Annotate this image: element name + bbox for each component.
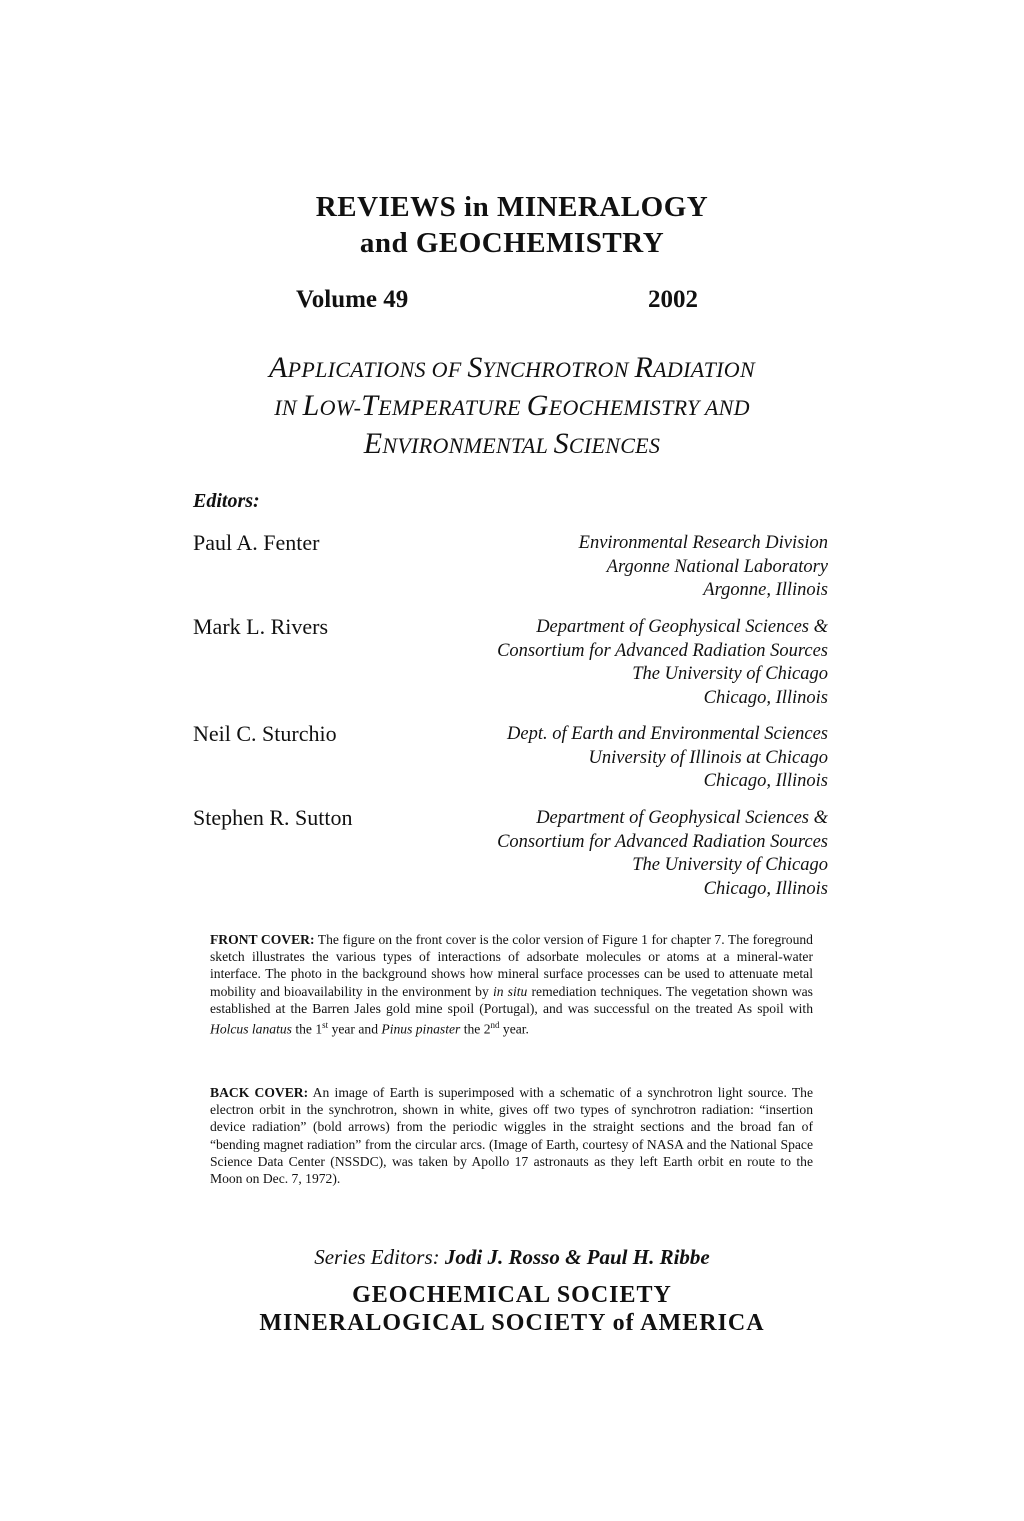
editor-affiliation-sutton: Department of Geophysical Sciences & Consortium for Advanced Radiation Sources The University of Chicago Chicago, Illinois [497,808,828,899]
editor-name-sturchio: Neil C. Sturchio [193,721,337,746]
front-cover-label: FRONT COVER: [210,932,315,947]
editor-affiliation-fenter: Environmental Research Division Argonne National Laboratory Argonne, Illinois [578,533,828,600]
editor-affiliation-rivers: Department of Geophysical Sciences & Consortium for Advanced Radiation Sources The University of Chicago Chicago, Illinois [497,617,828,708]
editor-name-rivers: Mark L. Rivers [193,614,329,639]
book-title-line-1: APPLICATIONS OF SYNCHROTRON RADIATION [269,351,755,384]
series-editors: Series Editors: Jodi J. Rosso & Paul H. Ribbe [314,1245,710,1269]
editor-name-fenter: Paul A. Fenter [193,530,320,555]
book-title-line-3: ENVIRONMENTAL SCIENCES [363,427,661,460]
editor-affiliation-sturchio: Dept. of Earth and Environmental Sciences University of Illinois at Chicago Chicago, Illinois [507,724,828,791]
book-title-line-2: IN LOW-TEMPERATURE GEOCHEMISTRY AND [274,389,750,422]
back-cover-note: BACK COVER: An image of Earth is superimposed with a schematic of a synchrotron light source. The electron orbit in the synchrotron, shown in white, gives off two types of synchrotron radiation: “insertion device radiation” (bold arrows) from the periodic wiggles in the straight sections and the broad fan of “bending magnet radiation” from the circular arcs. (Image of Earth, courtesy of NASA and the National Space Science Data Center (NSSDC), was taken by Apollo 17 astronauts as they left Earth orbit en route to the Moon on Dec. 7, 1972). [210,1085,813,1187]
series-title-line-1: REVIEWS in MINERALOGY [315,191,709,223]
society-geochemical: GEOCHEMICAL SOCIETY [352,1282,672,1308]
series-title-line-2: and GEOCHEMISTRY [359,227,665,259]
book-title [0,350,1024,464]
society-mineralogical: MINERALOGICAL SOCIETY of AMERICA [259,1310,765,1336]
volume-number: Volume 49 [296,286,409,313]
publication-year: 2002 [648,286,698,313]
back-cover-label: BACK COVER: [210,1085,309,1100]
front-cover-note: FRONT COVER: The figure on the front cover is the color version of Figure 1 for chapter 7. The foreground sketch illustrates the various types of interactions of adsorbate molecules or atoms at a mineral-water interface. The photo in the background shows how mineral surface processes can be used to attenuate metal mobility and bioavailability in the environment by in situ remediation techniques. The vegetation shown was established at the Barren Jales gold mine spoil (Portugal), and was successful on the treated As spoil with Holcus lanatus the 1st year and Pinus pinaster the 2nd year. [210,932,813,1037]
editor-name-sutton: Stephen R. Sutton [193,805,353,830]
editors-label: Editors: [193,490,260,512]
